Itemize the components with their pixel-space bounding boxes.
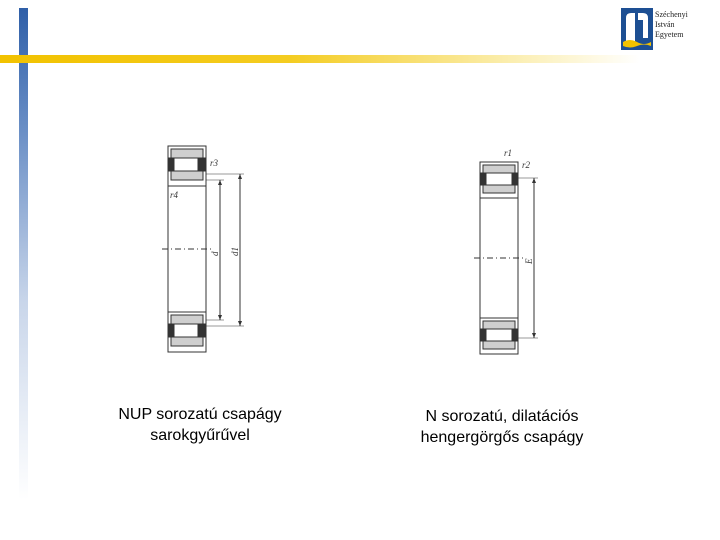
label-r2: r2 bbox=[522, 160, 531, 170]
n-bearing-drawing bbox=[470, 148, 560, 360]
caption-n-line2: hengergörgős csapágy bbox=[420, 429, 584, 446]
university-name-line1: Széchenyi bbox=[655, 10, 688, 19]
caption-n-line1: N sorozatú, dilatációs bbox=[425, 408, 579, 425]
label-r3: r3 bbox=[210, 158, 219, 168]
caption-nup-bearing bbox=[80, 404, 320, 446]
label-E: E bbox=[524, 258, 534, 264]
caption-nup-line2: sarokgyűrűvel bbox=[150, 427, 250, 444]
university-name-line2: István bbox=[655, 20, 675, 29]
caption-nup-line1: NUP sorozatú csapágy bbox=[118, 406, 282, 423]
label-r1: r1 bbox=[504, 148, 513, 158]
university-logo bbox=[621, 8, 653, 50]
left-accent-bar bbox=[19, 8, 28, 500]
top-accent-bar bbox=[0, 55, 640, 63]
label-d1: d1 bbox=[230, 247, 240, 256]
label-r4: r4 bbox=[170, 190, 179, 200]
nup-bearing-drawing bbox=[160, 140, 250, 360]
university-name-line3: Egyetem bbox=[655, 30, 684, 39]
label-d: d bbox=[210, 251, 220, 256]
university-name bbox=[655, 10, 688, 40]
caption-n-bearing bbox=[382, 406, 622, 448]
